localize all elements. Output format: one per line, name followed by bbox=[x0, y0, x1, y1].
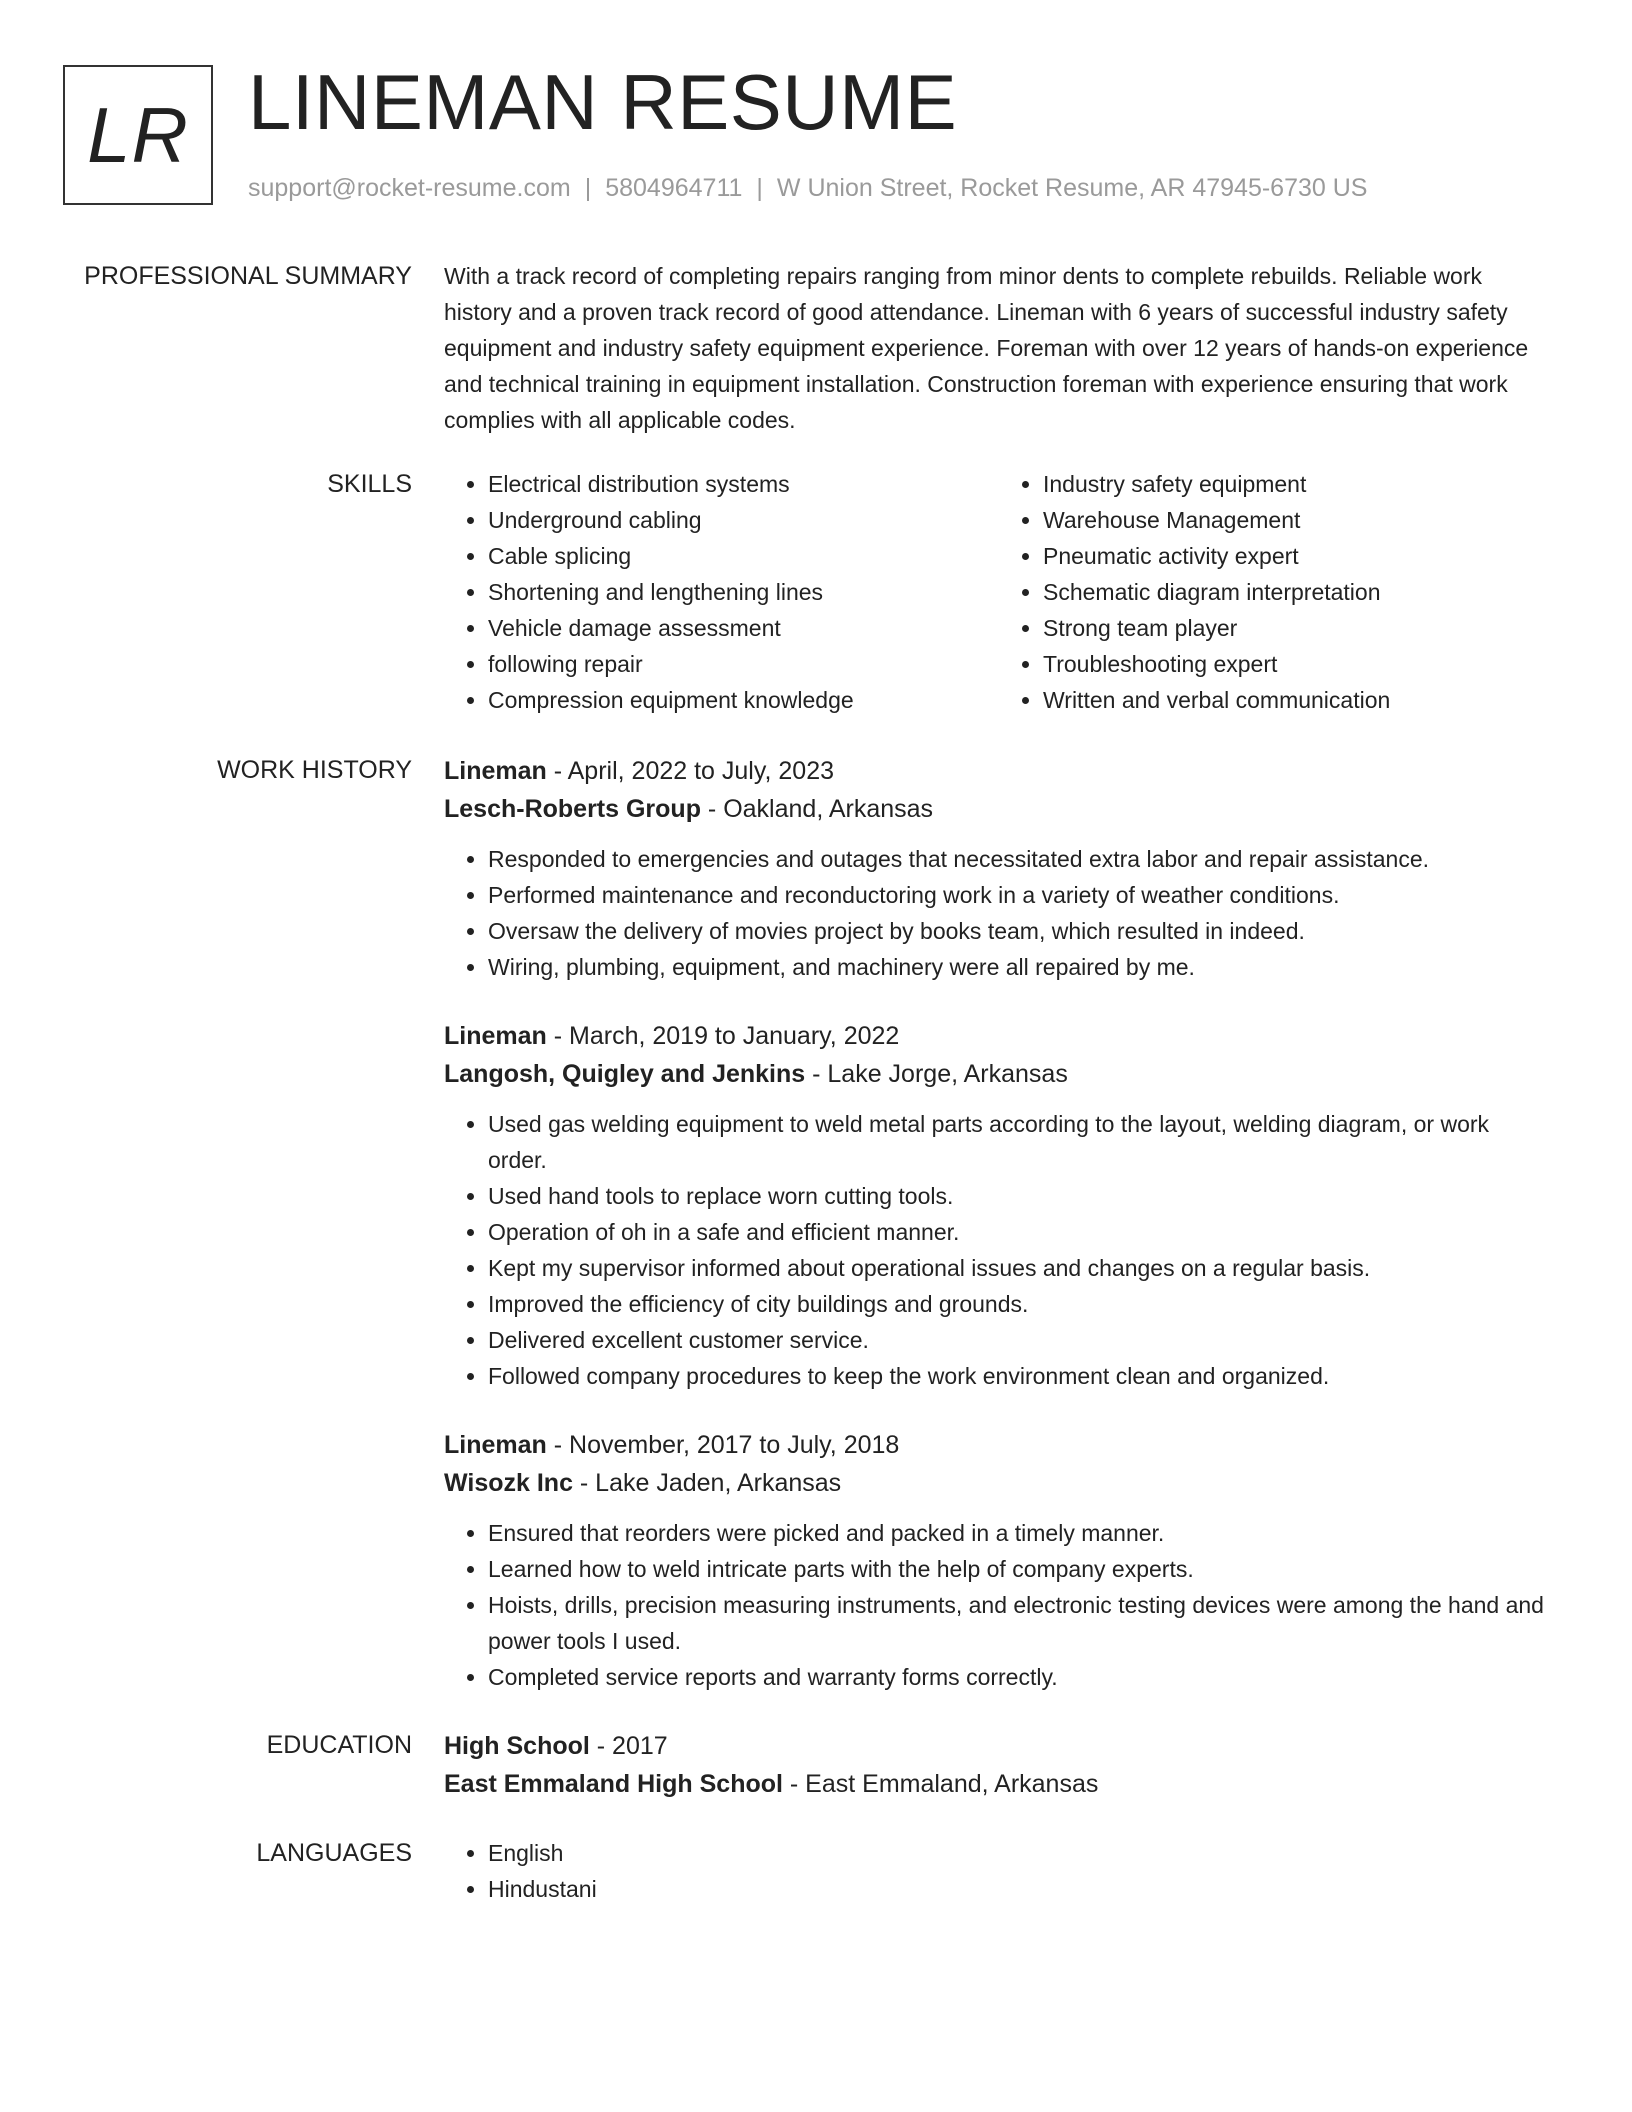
education-degree-line bbox=[444, 1727, 1554, 1765]
skills-list-right bbox=[999, 466, 1554, 718]
contact-separator: | bbox=[756, 174, 763, 202]
job-entry bbox=[444, 1426, 1554, 1695]
education-school: East Emmaland High School bbox=[444, 1770, 783, 1798]
education-year: - 2017 bbox=[589, 1732, 668, 1760]
job-bullet: • Followed company procedures to keep the work environment clean and organized. bbox=[488, 1358, 1554, 1394]
skill-item: • Pneumatic activity expert bbox=[1043, 538, 1554, 574]
resume-content bbox=[0, 258, 1632, 1907]
skill-item: • Written and verbal communication bbox=[1043, 682, 1554, 718]
skill-item: • Strong team player bbox=[1043, 610, 1554, 646]
job-dates: - November, 2017 to July, 2018 bbox=[546, 1431, 900, 1459]
education-body bbox=[444, 1727, 1554, 1803]
job-title: Lineman bbox=[444, 1431, 547, 1459]
job-bullet: • Wiring, plumbing, equipment, and machinery were all repaired by me. bbox=[488, 949, 1554, 985]
job-bullet: • Hoists, drills, precision measuring instruments, and electronic testing devices were among the hand and power tools I used. bbox=[488, 1587, 1554, 1659]
skill-item: • Compression equipment knowledge bbox=[488, 682, 999, 718]
job-bullet: • Responded to emergencies and outages that necessitated extra labor and repair assistance. bbox=[488, 841, 1554, 877]
contact-separator: | bbox=[584, 174, 592, 202]
summary-text: With a track record of completing repairs ranging from minor dents to complete rebuilds. Reliable work history and a proven track record of good attendance. Lineman with 6 years of successful industry safety equipment and industry safety equipment experience. Foreman with over 12 years of hands-on experience and technical training in equipment installation. Construction foreman with experience ensuring that work complies with all applicable codes. bbox=[444, 263, 1529, 433]
work-history-section bbox=[0, 752, 1632, 1727]
skill-item: • Cable splicing bbox=[488, 538, 999, 574]
languages-list bbox=[444, 1835, 1554, 1907]
summary-label: PROFESSIONAL SUMMARY bbox=[84, 262, 412, 290]
job-bullet: • Performed maintenance and reconductoring work in a variety of weather conditions. bbox=[488, 877, 1554, 913]
contact-line bbox=[248, 172, 1367, 204]
job-bullet: • Kept my supervisor informed about operational issues and changes on a regular basis. bbox=[488, 1250, 1554, 1286]
monogram-logo: LR bbox=[63, 65, 213, 205]
work-history-label: WORK HISTORY bbox=[217, 756, 412, 784]
skills-label: SKILLS bbox=[327, 470, 412, 498]
skill-item: • Underground cabling bbox=[488, 502, 999, 538]
job-location: - Oakland, Arkansas bbox=[700, 795, 934, 823]
job-company-line bbox=[444, 790, 1554, 828]
job-entry bbox=[444, 1017, 1554, 1394]
contact-email: support@rocket-resume.com bbox=[248, 174, 571, 202]
job-bullets bbox=[444, 1515, 1554, 1695]
skills-body bbox=[444, 466, 1554, 718]
job-bullet: • Used gas welding equipment to weld metal parts according to the layout, welding diagram, or work order. bbox=[488, 1106, 1554, 1178]
job-bullets bbox=[444, 841, 1554, 985]
skill-item: • Shortening and lengthening lines bbox=[488, 574, 999, 610]
job-location: - Lake Jaden, Arkansas bbox=[572, 1469, 842, 1497]
work-history-body bbox=[444, 752, 1554, 1727]
job-bullet: • Oversaw the delivery of movies project by books team, which resulted in indeed. bbox=[488, 913, 1554, 949]
summary-section bbox=[0, 258, 1632, 438]
job-bullet: • Learned how to weld intricate parts with the help of company experts. bbox=[488, 1551, 1554, 1587]
skills-section bbox=[0, 466, 1632, 718]
job-company-line bbox=[444, 1464, 1554, 1502]
languages-body bbox=[444, 1835, 1554, 1907]
job-company-line bbox=[444, 1055, 1554, 1093]
languages-label: LANGUAGES bbox=[256, 1839, 412, 1867]
skill-item: • Electrical distribution systems bbox=[488, 466, 999, 502]
job-bullet: • Improved the efficiency of city buildings and grounds. bbox=[488, 1286, 1554, 1322]
job-dates: - March, 2019 to January, 2022 bbox=[546, 1022, 900, 1050]
job-bullet: • Ensured that reorders were picked and packed in a timely manner. bbox=[488, 1515, 1554, 1551]
job-title: Lineman bbox=[444, 757, 547, 785]
job-title: Lineman bbox=[444, 1022, 547, 1050]
languages-section bbox=[0, 1835, 1632, 1907]
education-location: - East Emmaland, Arkansas bbox=[782, 1770, 1099, 1798]
skill-item: • Schematic diagram interpretation bbox=[1043, 574, 1554, 610]
job-dates: - April, 2022 to July, 2023 bbox=[546, 757, 835, 785]
contact-address: W Union Street, Rocket Resume, AR 47945-6730 US bbox=[776, 174, 1368, 202]
skills-list-left bbox=[444, 466, 999, 718]
job-company: Langosh, Quigley and Jenkins bbox=[444, 1060, 806, 1088]
job-bullet: • Delivered excellent customer service. bbox=[488, 1322, 1554, 1358]
skill-item: • following repair bbox=[488, 646, 999, 682]
job-title-line bbox=[444, 752, 1554, 790]
job-company: Wisozk Inc bbox=[444, 1469, 573, 1497]
skill-item: • Vehicle damage assessment bbox=[488, 610, 999, 646]
job-entry bbox=[444, 752, 1554, 985]
job-bullet: • Used hand tools to replace worn cutting tools. bbox=[488, 1178, 1554, 1214]
contact-phone: 5804964711 bbox=[605, 174, 743, 202]
job-company: Lesch-Roberts Group bbox=[444, 795, 701, 823]
education-label: EDUCATION bbox=[266, 1731, 412, 1759]
language-item: • English bbox=[488, 1835, 1554, 1871]
education-school-line bbox=[444, 1765, 1554, 1803]
skill-item: • Troubleshooting expert bbox=[1043, 646, 1554, 682]
job-location: - Lake Jorge, Arkansas bbox=[805, 1060, 1068, 1088]
job-bullet: • Operation of oh in a safe and efficient manner. bbox=[488, 1214, 1554, 1250]
language-item: • Hindustani bbox=[488, 1871, 1554, 1907]
education-degree: High School bbox=[444, 1732, 590, 1760]
job-bullets bbox=[444, 1106, 1554, 1394]
skill-item: • Warehouse Management bbox=[1043, 502, 1554, 538]
job-bullet: • Completed service reports and warranty forms correctly. bbox=[488, 1659, 1554, 1695]
resume-title: LINEMAN RESUME bbox=[248, 58, 958, 146]
job-title-line bbox=[444, 1017, 1554, 1055]
summary-body bbox=[444, 258, 1554, 438]
skill-item: • Industry safety equipment bbox=[1043, 466, 1554, 502]
job-title-line bbox=[444, 1426, 1554, 1464]
education-section bbox=[0, 1727, 1632, 1803]
